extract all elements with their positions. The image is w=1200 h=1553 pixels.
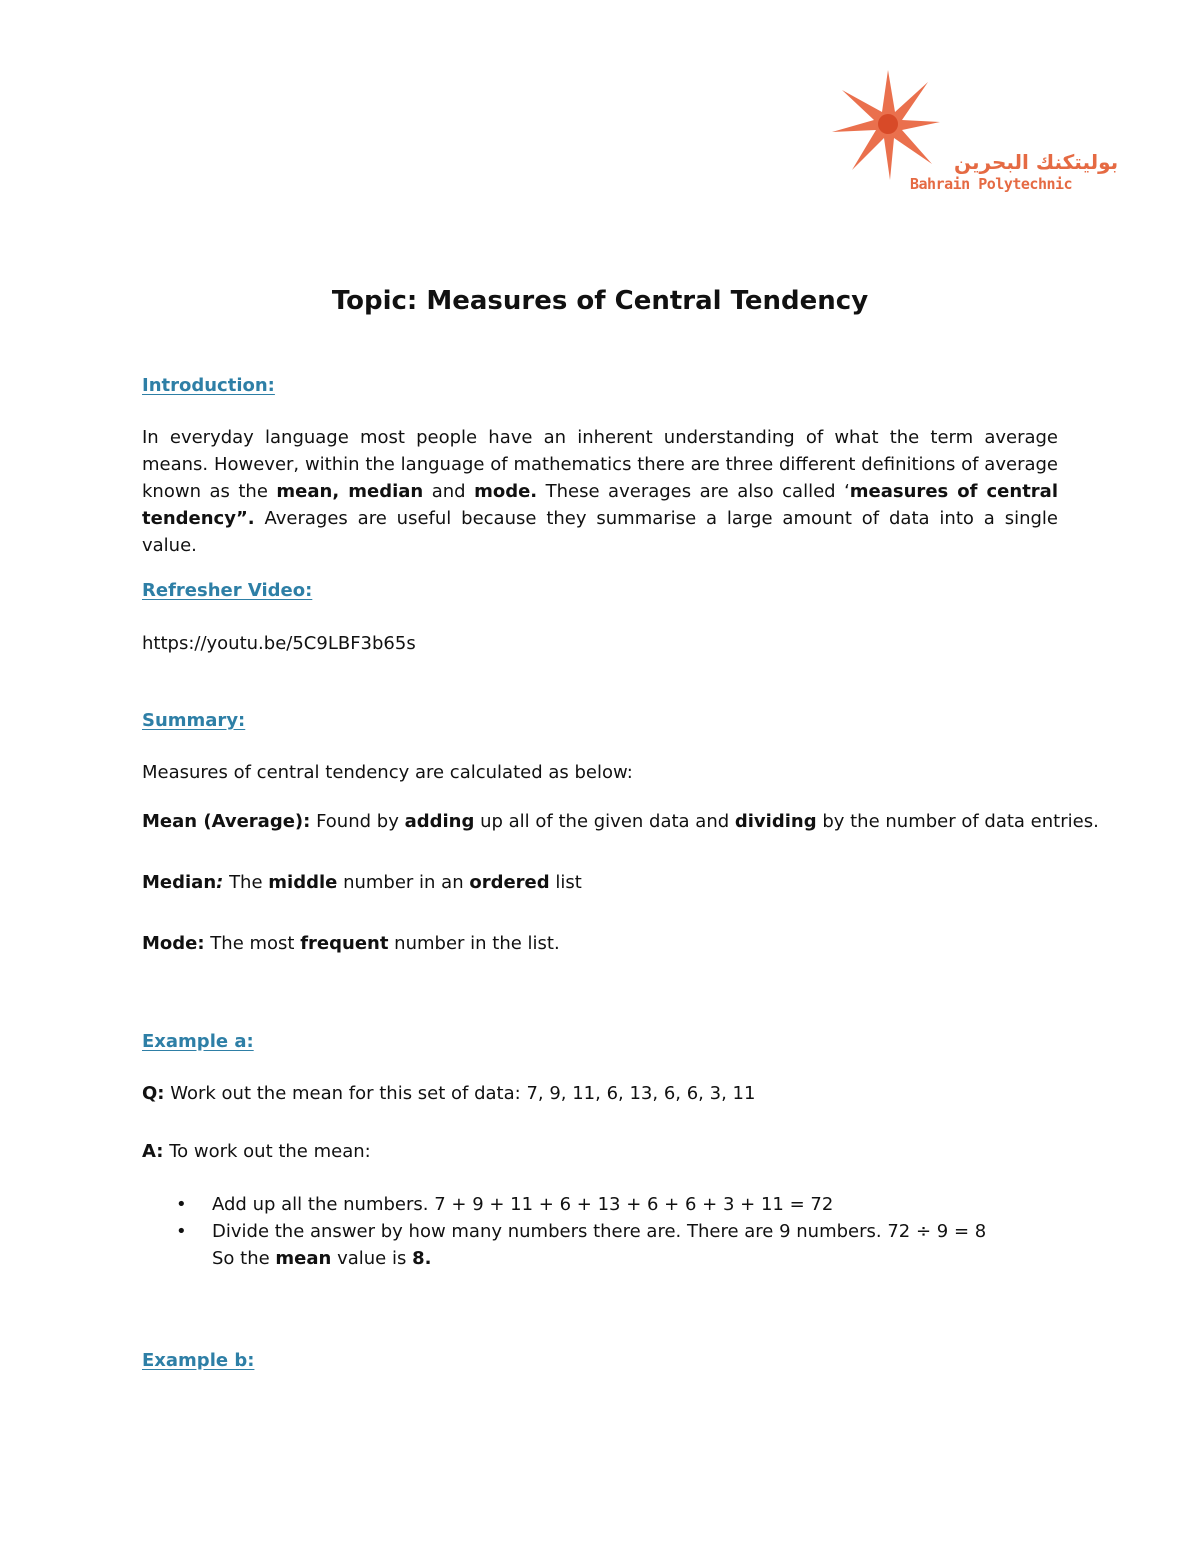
intro-text-2: and — [423, 481, 475, 502]
answer-label: A: — [142, 1141, 164, 1162]
median-text-3: list — [549, 872, 582, 893]
video-url[interactable]: https://youtu.be/5C9LBF3b65s — [142, 633, 416, 654]
step-2-calculation: 72 ÷ 9 = 8 — [887, 1221, 987, 1242]
intro-bold-2: mode. — [474, 481, 538, 502]
example-a-answer — [142, 1138, 371, 1165]
intro-text-1: In everyday language most people have an inherent understanding of what the term average means. However, within the language of mathematics there are three different definitions of average known as the — [142, 427, 1058, 502]
bullet-icon: • — [176, 1221, 187, 1242]
median-label: Median — [142, 872, 217, 893]
list-item — [142, 1218, 1042, 1272]
mode-definition — [142, 930, 560, 957]
logo-arabic-text: بوليتكنك البحرين — [954, 150, 1119, 174]
introduction-paragraph — [142, 424, 1058, 559]
median-colon: : — [216, 872, 224, 893]
intro-bold-3: measures of central tendency”. — [142, 481, 1059, 529]
median-definition — [142, 869, 582, 896]
example-a-heading: Example a: — [142, 1031, 254, 1052]
result-text-2: value is — [331, 1248, 413, 1269]
answer-text: To work out the mean: — [163, 1141, 371, 1162]
summary-intro: Measures of central tendency are calculated as below: — [142, 762, 633, 783]
mean-text-3: by the number of data entries. — [816, 811, 1099, 832]
example-a-question — [142, 1080, 755, 1107]
result-bold-1: mean — [275, 1248, 332, 1269]
mean-text-2: up all of the given data and — [474, 811, 735, 832]
mean-text-1: Found by — [310, 811, 405, 832]
median-text-2: number in an — [337, 872, 470, 893]
step-1-text: Add up all the numbers. — [212, 1194, 435, 1215]
result-bold-2: 8. — [412, 1248, 432, 1269]
mean-bold-2: dividing — [734, 811, 817, 832]
intro-text-3: These averages are also called ‘ — [537, 481, 850, 502]
list-item — [142, 1191, 1042, 1218]
mean-definition — [142, 808, 1099, 835]
logo-english-text: Bahrain Polytechnic — [910, 175, 1073, 193]
bullet-icon: • — [176, 1194, 187, 1215]
mode-text-1: The most — [204, 933, 301, 954]
refresher-video-heading: Refresher Video: — [142, 580, 313, 601]
step-2-text: Divide the answer by how many numbers there are. There are 9 numbers. — [212, 1221, 888, 1242]
intro-bold-1: mean, median — [276, 481, 424, 502]
example-b-heading: Example b: — [142, 1350, 255, 1371]
introduction-heading: Introduction: — [142, 375, 275, 396]
question-text: Work out the mean for this set of data: — [164, 1083, 527, 1104]
example-a-steps — [142, 1191, 1042, 1272]
result-text-1: So the — [212, 1248, 276, 1269]
mode-text-2: number in the list. — [388, 933, 560, 954]
median-bold-1: middle — [268, 872, 338, 893]
step-1-calculation: 7 + 9 + 11 + 6 + 13 + 6 + 6 + 3 + 11 = 72 — [434, 1194, 834, 1215]
mode-bold-1: frequent — [300, 933, 389, 954]
median-text-1: The — [223, 872, 269, 893]
refresher-video-link[interactable] — [142, 630, 416, 657]
mode-label: Mode: — [142, 933, 205, 954]
question-data: 7, 9, 11, 6, 13, 6, 6, 3, 11 — [526, 1083, 756, 1104]
question-label: Q: — [142, 1083, 165, 1104]
page-title: Topic: Measures of Central Tendency — [331, 286, 869, 316]
summary-heading: Summary: — [142, 710, 246, 731]
mean-bold-1: adding — [404, 811, 475, 832]
median-bold-2: ordered — [469, 872, 550, 893]
mean-label: Mean (Average): — [142, 811, 311, 832]
intro-text-4: Averages are useful because they summarise a large amount of data into a single value. — [142, 508, 1058, 556]
star-icon — [832, 70, 940, 180]
